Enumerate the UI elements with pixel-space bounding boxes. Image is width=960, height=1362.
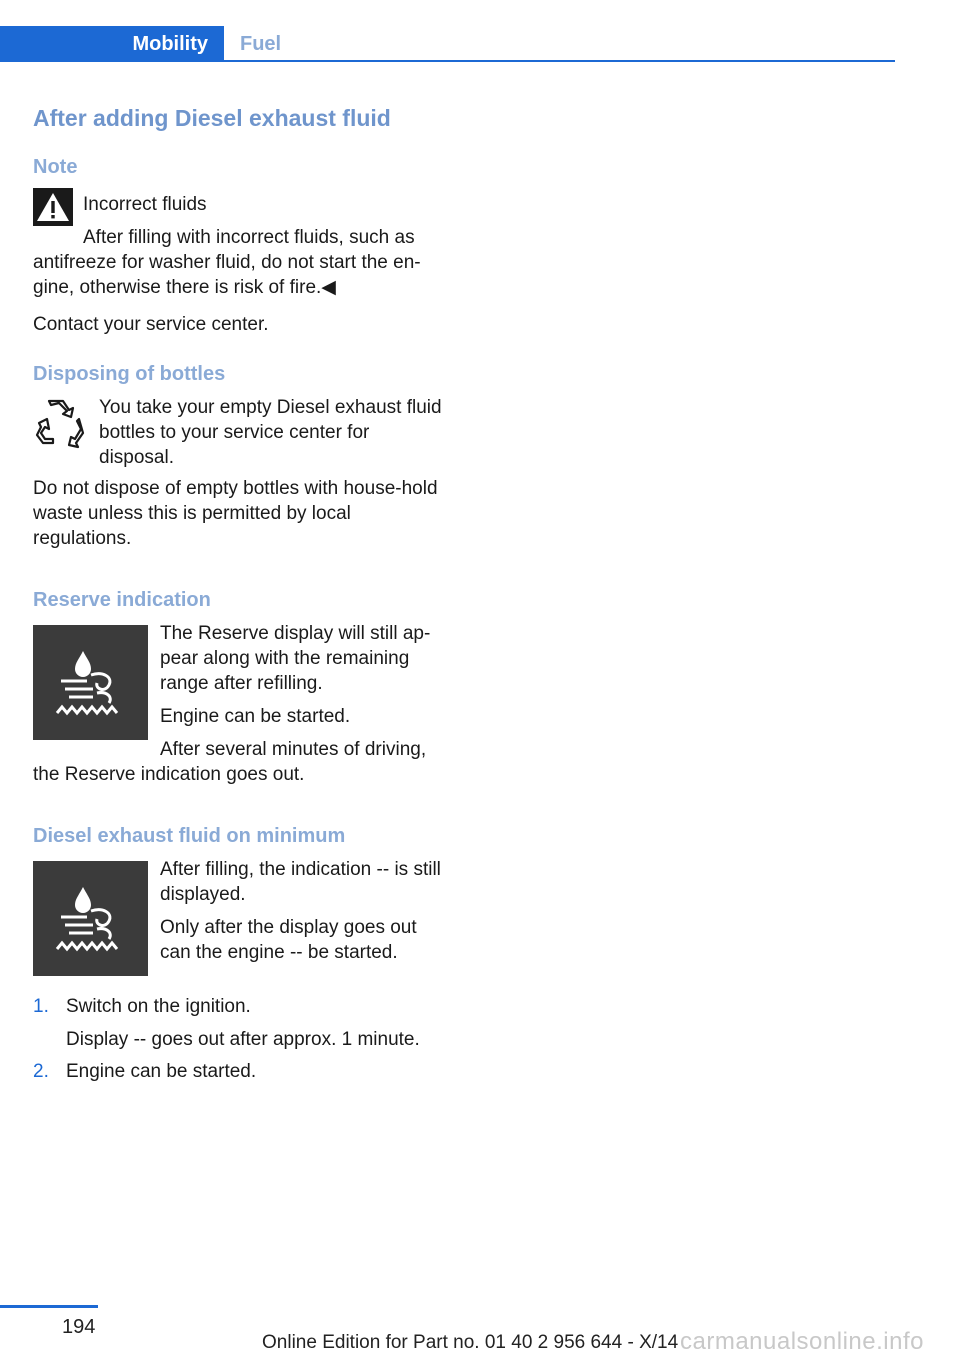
reserve-heading: Reserve indication — [33, 589, 211, 611]
steps-list — [33, 994, 443, 1084]
warning-text: After filling with incorrect fluids, such as antifreeze for washer fluid, do not start the en-gine, otherwise there is risk of fire.◀ — [33, 227, 421, 298]
disposing-block — [33, 395, 443, 470]
page-number: 194 — [62, 1316, 96, 1338]
minimum-indicator-tile — [33, 861, 148, 976]
step-text: Switch on the ignition. — [66, 996, 251, 1017]
step-subtext: Display -- goes out after approx. 1 minute. — [66, 1029, 420, 1050]
minimum-block — [33, 857, 443, 982]
watermark: carmanualsonline.info — [680, 1328, 924, 1355]
note-heading: Note — [33, 156, 78, 178]
def-fluid-icon — [53, 881, 129, 957]
reserve-text-2: Engine can be started. — [160, 706, 351, 727]
disposing-heading: Disposing of bottles — [33, 363, 226, 385]
warning-note — [33, 188, 443, 300]
section-title: After adding Diesel exhaust fluid — [33, 105, 391, 131]
warning-triangle-icon — [33, 188, 73, 226]
disposing-regulations-text: Do not dispose of empty bottles with house-hold waste unless this is permitted by local regulations. — [33, 478, 438, 549]
chapter-header — [0, 26, 895, 62]
reserve-text-3: After several minutes of driving, the Reserve indication goes out. — [33, 739, 427, 785]
list-item — [33, 1059, 443, 1084]
step-text: Engine can be started. — [66, 1061, 257, 1082]
disposing-text: You take your empty Diesel exhaust fluid bottles to your service center for disposal. — [99, 397, 442, 468]
recycle-icon — [33, 397, 85, 449]
def-fluid-icon — [53, 645, 129, 721]
edition-text: Online Edition for Part no. 01 40 2 956 644 - X/14 — [262, 1332, 679, 1353]
page-content — [33, 100, 443, 1091]
reserve-block — [33, 621, 443, 787]
list-item — [33, 994, 443, 1052]
step-number: 1. — [33, 996, 49, 1017]
step-number: 2. — [33, 1061, 49, 1082]
reserve-indicator-tile — [33, 625, 148, 740]
tab-mobility[interactable]: Mobility — [0, 26, 224, 62]
contact-text: Contact your service center. — [33, 314, 269, 335]
footer-divider — [0, 1305, 98, 1308]
reserve-text-1: The Reserve display will still ap-pear along with the remaining range after refilling. — [160, 623, 431, 694]
minimum-heading: Diesel exhaust fluid on minimum — [33, 825, 346, 847]
minimum-text-2: Only after the display goes out can the engine -- be started. — [160, 917, 417, 963]
minimum-text-1: After filling, the indication -- is still displayed. — [160, 859, 441, 905]
tab-fuel[interactable]: Fuel — [240, 32, 282, 55]
warning-title: Incorrect fluids — [83, 194, 207, 215]
